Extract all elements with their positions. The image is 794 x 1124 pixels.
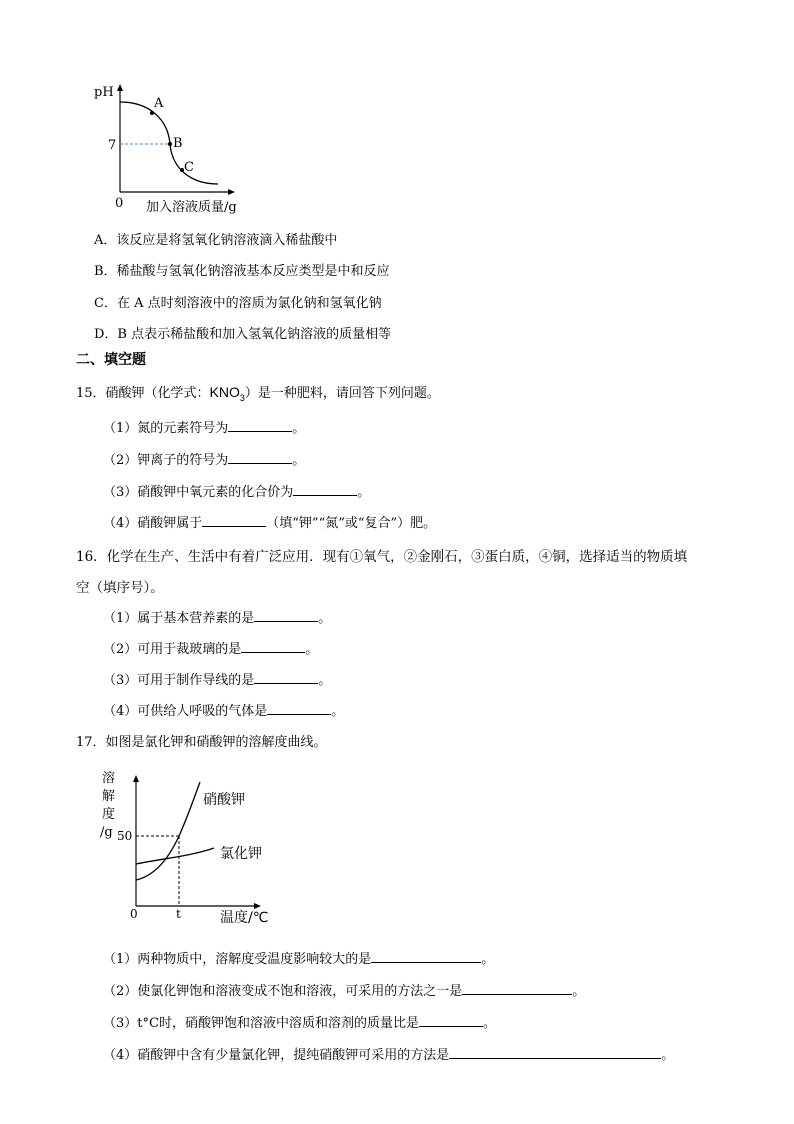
sol-ylabel-1: 溶 (102, 771, 116, 786)
q16-part1-text: （1）属于基本营养素的是 (103, 611, 255, 626)
period: 。 (331, 704, 345, 719)
period: 。 (292, 453, 306, 468)
ph-chart (90, 80, 270, 220)
q14-option-c: C．在 A 点时刻溶液中的溶质为氯化钠和氢氧化钠 (94, 296, 382, 311)
q15-part2 (103, 449, 305, 468)
q15-part2-text: （2）钾离子的符号为 (103, 453, 229, 468)
q14-option-a: A．该反应是将氢氧化钠溶液滴入稀盐酸中 (94, 233, 338, 248)
period: 。 (481, 952, 495, 967)
q16-part1 (103, 607, 331, 626)
q16-part3-text: （3）可用于制作导线的是 (103, 673, 255, 688)
ph-origin: 0 (115, 196, 124, 211)
sol-label-kno3: 硝酸钾 (203, 792, 245, 808)
q16-stem-line2: 空（填序号）。 (76, 580, 164, 596)
sol-ylabel-3: 度 (102, 807, 116, 822)
sol-tick-50: 50 (117, 829, 133, 843)
sol-label-kcl: 氯化钾 (220, 846, 262, 862)
ph-label-a: A (154, 96, 164, 111)
q15-part4-text-pre: （4）硝酸钾属于 (103, 516, 203, 531)
sol-ylabel-4: /g (100, 825, 113, 840)
q15-stem (76, 382, 440, 403)
q15-answer-blank-1[interactable] (228, 420, 292, 432)
q16-part4 (103, 700, 344, 719)
section-title: 二、填空题 (76, 352, 146, 368)
ph-label-b: B (173, 136, 183, 151)
q17-part3 (103, 1012, 496, 1031)
ph-y-arrow (117, 84, 123, 91)
sol-ylabel-2: 解 (102, 789, 116, 804)
q17-answer-blank-2[interactable] (462, 983, 572, 995)
q15-part4-text-post: （填“钾”“氮”或“复合”）肥。 (266, 516, 437, 531)
q17-part1-text: （1）两种物质中，溶解度受温度影响较大的是 (103, 952, 372, 967)
q17-stem: 17．如图是氯化钾和硝酸钾的溶解度曲线。 (76, 735, 327, 750)
q17-part4 (103, 1044, 674, 1063)
ph-label-c: C (184, 160, 194, 175)
q16-answer-blank-3[interactable] (254, 672, 318, 684)
q15-part3-text: （3）硝酸钾中氧元素的化合价为 (103, 485, 294, 500)
sol-xlabel: 温度/℃ (220, 910, 269, 926)
q17-part3-text: （3）t°C时，硝酸钾饱和溶液中溶质和溶剂的质量比是 (103, 1016, 419, 1031)
sol-origin: 0 (130, 907, 138, 921)
q16-part2-text: （2）可用于裁玻璃的是 (103, 642, 242, 657)
period: 。 (318, 673, 332, 688)
q15-stem-post: ）是一种肥料，请回答下列问题。 (244, 386, 440, 401)
q14-option-b: B．稀盐酸与氢氧化钠溶液基本反应类型是中和反应 (94, 264, 390, 279)
q15-part1 (103, 417, 305, 436)
q16-answer-blank-2[interactable] (241, 641, 305, 653)
q17-part2 (103, 980, 585, 999)
sol-tick-t: t (176, 907, 181, 921)
q17-answer-blank-3[interactable] (419, 1015, 483, 1027)
period: 。 (357, 485, 371, 500)
sol-y-arrow (133, 775, 139, 782)
period: 。 (318, 611, 332, 626)
q17-part2-text: （2）使氯化钾饱和溶液变成不饱和溶液，可采用的方法之一是 (103, 984, 463, 999)
q15-formula (209, 384, 245, 403)
q17-answer-blank-4[interactable] (449, 1047, 661, 1059)
period: 。 (305, 642, 319, 657)
q17-part4-text: （4）硝酸钾中含有少量氯化钾，提纯硝酸钾可采用的方法是 (103, 1048, 450, 1063)
q16-part2 (103, 638, 318, 657)
q16-stem-line1: 16．化学在生产、生活中有着广泛应用．现有①氧气，②金刚石，③蛋白质，④铜，选择适当的物质填 (76, 549, 688, 565)
q15-stem-pre: 15．硝酸钾（化学式： (76, 386, 210, 401)
q15-part3 (103, 481, 370, 500)
q15-formula-sub: 3 (239, 392, 245, 403)
ph-point-b (168, 142, 172, 146)
q15-answer-blank-2[interactable] (228, 452, 292, 464)
q17-answer-blank-1[interactable] (371, 951, 481, 963)
period: 。 (661, 1048, 675, 1063)
period: 。 (292, 421, 306, 436)
sol-curve-kno3 (136, 782, 200, 880)
ph-ylabel: pH (94, 85, 114, 100)
period: 。 (572, 984, 586, 999)
q16-answer-blank-4[interactable] (267, 703, 331, 715)
q16-part4-text: （4）可供给人呼吸的气体是 (103, 704, 268, 719)
period: 。 (482, 1016, 496, 1031)
q15-part1-text: （1）氮的元素符号为 (103, 421, 229, 436)
q16-part3 (103, 669, 331, 688)
ph-tick-7: 7 (108, 138, 117, 153)
q15-answer-blank-3[interactable] (293, 484, 357, 496)
ph-point-a (150, 111, 154, 115)
ph-xlabel: 加入溶液质量/g (146, 200, 237, 215)
q17-part1 (103, 948, 494, 967)
q15-answer-blank-4[interactable] (202, 515, 266, 527)
q16-answer-blank-1[interactable] (254, 610, 318, 622)
sol-x-arrow (254, 903, 261, 909)
q14-option-d: D．B 点表示稀盐酸和加入氢氧化钠溶液的质量相等 (94, 327, 392, 342)
q15-formula-main: KNO (209, 384, 240, 400)
ph-x-arrow (228, 189, 235, 195)
solubility-chart (96, 768, 286, 928)
sol-curve-kcl (136, 848, 214, 864)
q15-part4 (103, 512, 436, 531)
